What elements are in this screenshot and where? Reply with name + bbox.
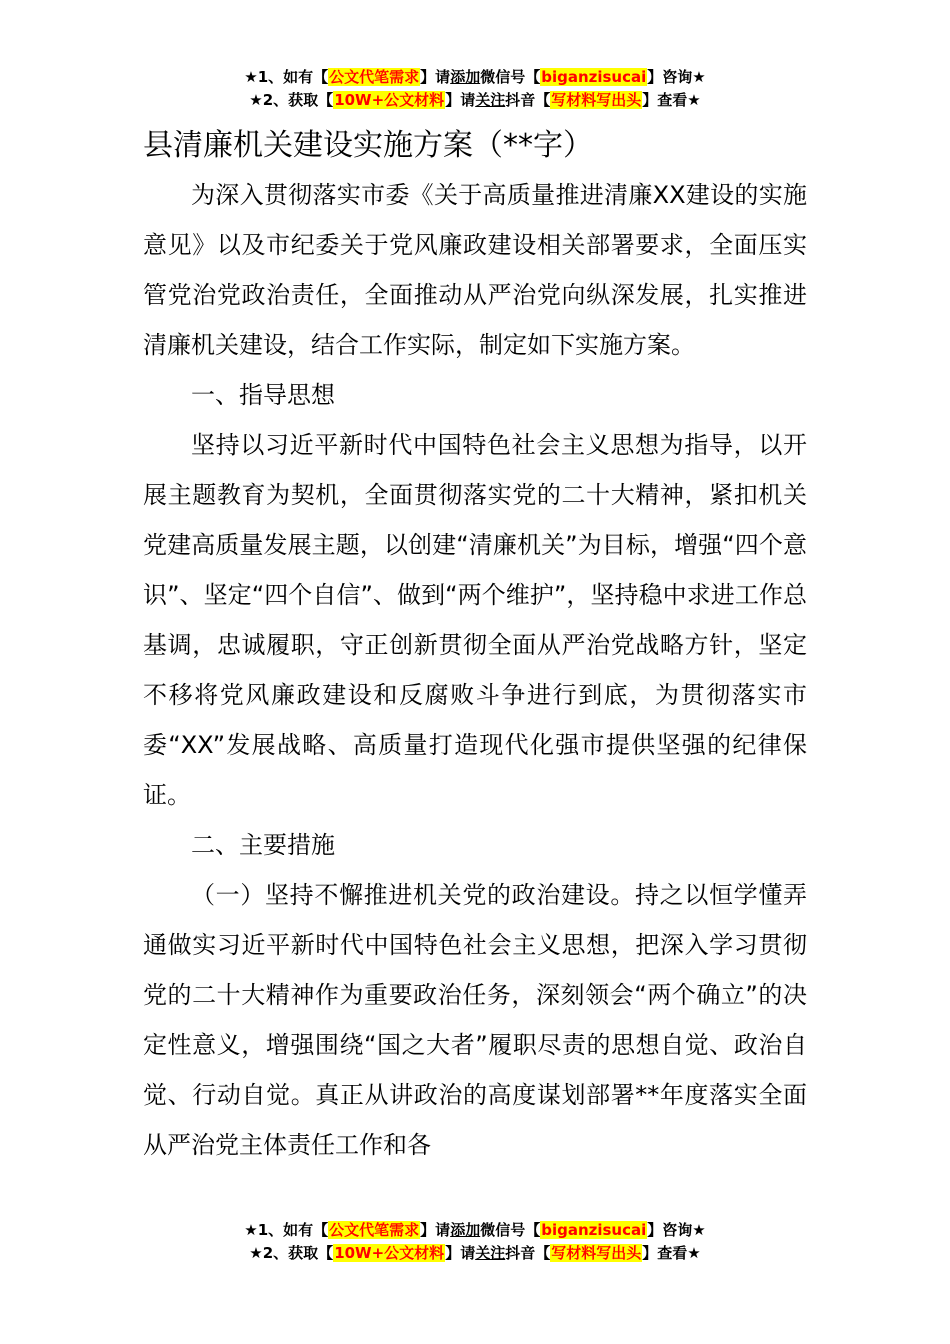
section-heading-1: 一、指导思想 xyxy=(191,381,335,409)
paragraph-guiding-thought: 坚持以习近平新时代中国特色社会主义思想为指导，以开展主题教育为契机，全面贯彻落实党的二十大精神，紧扣机关党建高质量发展主题，以创建“清廉机关”为目标，增强“四个意识”、坚定“四个自信”、做到“两个维护”，坚持稳中求进工作总基调，忠诚履职，守正创新贯彻全面从严治党战略方针，坚定不移将党风廉政建设和反腐败斗争进行到底，为贯彻落实市委“XX”发展战略、高质量打造现代化强市提供坚强的纪律保证。 xyxy=(143,431,807,809)
banner-highlight: biganzisucai xyxy=(541,1221,647,1239)
banner-line-2 xyxy=(0,1242,950,1265)
banner-text: 】请 xyxy=(420,68,451,86)
banner-highlight: 10W+公文材料 xyxy=(334,91,445,109)
banner-text: 】查看★ xyxy=(642,1244,701,1262)
banner-highlight: 写材料写出头 xyxy=(551,91,642,109)
banner-highlight: 公文代笔需求 xyxy=(329,68,420,86)
banner-text: 】请 xyxy=(445,1244,476,1262)
banner-line-1 xyxy=(0,66,950,89)
banner-highlight: 写材料写出头 xyxy=(551,1244,642,1262)
banner-text: ★2、获取【 xyxy=(249,91,334,109)
banner-underlined: 关注 xyxy=(475,91,506,109)
banner-text: 】查看★ xyxy=(642,91,701,109)
paragraph-measure-1: （一）坚持不懈推进机关党的政治建设。持之以恒学懂弄通做实习近平新时代中国特色社会主义思想，把深入学习贯彻党的二十大精神作为重要政治任务，深刻领会“两个确立”的决定性意义，增强围绕“国之大者”履职尽责的思想自觉、政治自觉、行动自觉。真正从讲政治的高度谋划部署**年度落实全面从严治党主体责任工作和各 xyxy=(143,881,807,1159)
paragraph-intro: 为深入贯彻落实市委《关于高质量推进清廉XX建设的实施意见》以及市纪委关于党风廉政建设相关部署要求，全面压实管党治党政治责任，全面推动从严治党向纵深发展，扎实推进清廉机关建设，结合工作实际，制定如下实施方案。 xyxy=(143,181,807,359)
banner-text: 】咨询★ xyxy=(647,1221,706,1239)
banner-text: 】请 xyxy=(420,1221,451,1239)
banner-underlined: 添加 xyxy=(450,68,481,86)
banner-highlight: biganzisucai xyxy=(541,68,647,86)
banner-highlight: 10W+公文材料 xyxy=(334,1244,445,1262)
document-body xyxy=(143,170,807,1170)
banner-line-1 xyxy=(0,1219,950,1242)
section-heading-2: 二、主要措施 xyxy=(191,831,335,859)
header-banner xyxy=(0,66,950,112)
banner-highlight: 公文代笔需求 xyxy=(329,1221,420,1239)
banner-line-2 xyxy=(0,89,950,112)
footer-banner xyxy=(0,1219,950,1265)
banner-text: 】请 xyxy=(445,91,476,109)
banner-text: 】咨询★ xyxy=(647,68,706,86)
banner-text: 抖音【 xyxy=(505,1244,551,1262)
banner-text: 抖音【 xyxy=(505,91,551,109)
banner-underlined: 关注 xyxy=(475,1244,506,1262)
document-title: 县清廉机关建设实施方案（**字） xyxy=(143,128,593,163)
banner-text: ★1、如有【 xyxy=(244,68,329,86)
banner-text: 微信号【 xyxy=(480,1221,541,1239)
banner-text: ★2、获取【 xyxy=(249,1244,334,1262)
banner-text: 微信号【 xyxy=(480,68,541,86)
banner-underlined: 添加 xyxy=(450,1221,481,1239)
banner-text: ★1、如有【 xyxy=(244,1221,329,1239)
